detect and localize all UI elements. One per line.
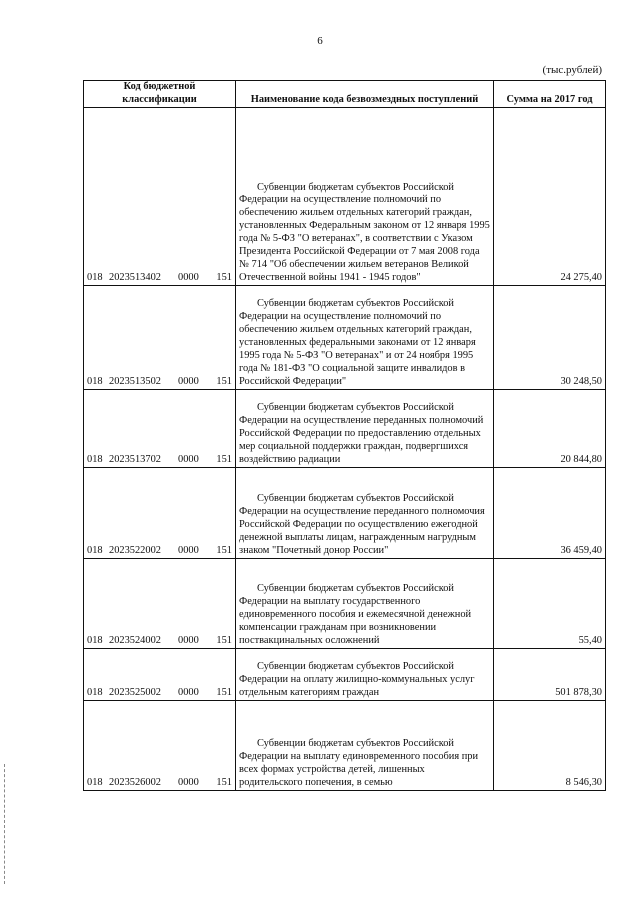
table-header-row [84,81,606,108]
budget-code-main: 2023524002 [109,634,161,646]
revenue-name-cell [236,285,494,389]
budget-code-cell [84,107,236,285]
revenue-name-cell [236,648,494,700]
revenue-name-cell [236,107,494,285]
table-row [84,467,606,558]
amount-cell: 8 546,30 [494,700,606,790]
revenue-name-cell [236,558,494,648]
budget-code-program: 0000 [178,776,199,788]
amount-cell: 501 878,30 [494,648,606,700]
table-row [84,389,606,467]
budget-code-cell [84,648,236,700]
budget-code-admin: 018 [87,453,103,465]
column-header-sum: Сумма на 2017 год [494,81,606,108]
budget-code-cell [84,558,236,648]
table-row [84,558,606,648]
table-row [84,700,606,790]
revenue-name-text: Субвенции бюджетам субъектов Российской Федерации на осуществление переданного полномочия Российской Федерации по осуществлению ежегодной денежной выплаты лицам, награжденным нагрудным знаком "Почетный донор России" [239,493,485,556]
budget-code-kosgu: 151 [216,686,232,698]
budget-code-main: 2023513702 [109,453,161,465]
budget-table [83,80,606,791]
budget-code-admin: 018 [87,634,103,646]
revenue-name-text: Субвенции бюджетам субъектов Российской Федерации на выплату государственного единовременного пособия и ежемесячной денежной компенсации гражданам при возникновении поствакцинальных осложнений [239,583,472,646]
budget-code-cell [84,467,236,558]
budget-code-main: 2023526002 [109,776,161,788]
budget-code-kosgu: 151 [216,634,232,646]
units-label: (тыс.рублей) [542,64,602,76]
table-row [84,285,606,389]
table-row [84,107,606,285]
budget-code-main: 2023513502 [109,375,161,387]
budget-code-program: 0000 [178,634,199,646]
budget-code-program: 0000 [178,271,199,283]
budget-code-admin: 018 [87,544,103,556]
amount-cell: 30 248,50 [494,285,606,389]
budget-code-main: 2023525002 [109,686,161,698]
budget-code-admin: 018 [87,271,103,283]
page-number: 6 [317,35,323,47]
revenue-name-text: Субвенции бюджетам субъектов Российской Федерации на осуществление переданных полномочий Российской Федерации по предоставлению отдельных мер социальной поддержки граждан, подвергшихся воздействию радиации [239,402,484,465]
budget-code-kosgu: 151 [216,776,232,788]
column-header-name: Наименование кода безвозмездных поступлений [236,81,494,108]
amount-cell: 20 844,80 [494,389,606,467]
budget-code-kosgu: 151 [216,375,232,387]
amount-cell: 36 459,40 [494,467,606,558]
budget-code-cell [84,285,236,389]
table-body [84,107,606,790]
budget-code-kosgu: 151 [216,271,232,283]
budget-code-kosgu: 151 [216,453,232,465]
budget-code-cell [84,389,236,467]
budget-code-program: 0000 [178,375,199,387]
budget-code-kosgu: 151 [216,544,232,556]
revenue-name-cell [236,389,494,467]
revenue-name-cell [236,467,494,558]
budget-code-admin: 018 [87,375,103,387]
column-header-code: Код бюджетной классификации [84,81,236,108]
revenue-name-text: Субвенции бюджетам субъектов Российской Федерации на осуществление полномочий по обеспечению жильем отдельных категорий граждан, установленных федеральными законами от 12 января 1995 года № 5-ФЗ "О ветеранах" и от 24 ноября 1995 года № 181-ФЗ "О социальной защите инвалидов в Российской Федерации" [239,298,476,387]
revenue-name-text: Субвенции бюджетам субъектов Российской Федерации на оплату жилищно-коммунальных услуг отдельным категориям граждан [239,661,475,698]
budget-code-admin: 018 [87,686,103,698]
budget-code-admin: 018 [87,776,103,788]
margin-scan-line [4,764,5,884]
table-row [84,648,606,700]
revenue-name-text: Субвенции бюджетам субъектов Российской Федерации на выплату единовременного пособия при всех формах устройства детей, лишенных родительского попечения, в семью [239,738,479,788]
budget-code-cell [84,700,236,790]
revenue-name-text: Субвенции бюджетам субъектов Российской Федерации на осуществление полномочий по обеспечению жильем отдельных категорий граждан, установленных Федеральным законом от 12 января 1995 года № 5-ФЗ "О ветеранах", в соответствии с Указом Президента Российской Федерации от 7 мая 2008 года № 714 "Об обеспечении жильем ветеранов Великой Отечественной войны 1941 - 1945 годов" [239,181,490,283]
budget-code-program: 0000 [178,453,199,465]
amount-cell: 55,40 [494,558,606,648]
amount-cell: 24 275,40 [494,107,606,285]
budget-code-main: 2023513402 [109,271,161,283]
budget-code-main: 2023522002 [109,544,161,556]
revenue-name-cell [236,700,494,790]
budget-code-program: 0000 [178,686,199,698]
budget-code-program: 0000 [178,544,199,556]
